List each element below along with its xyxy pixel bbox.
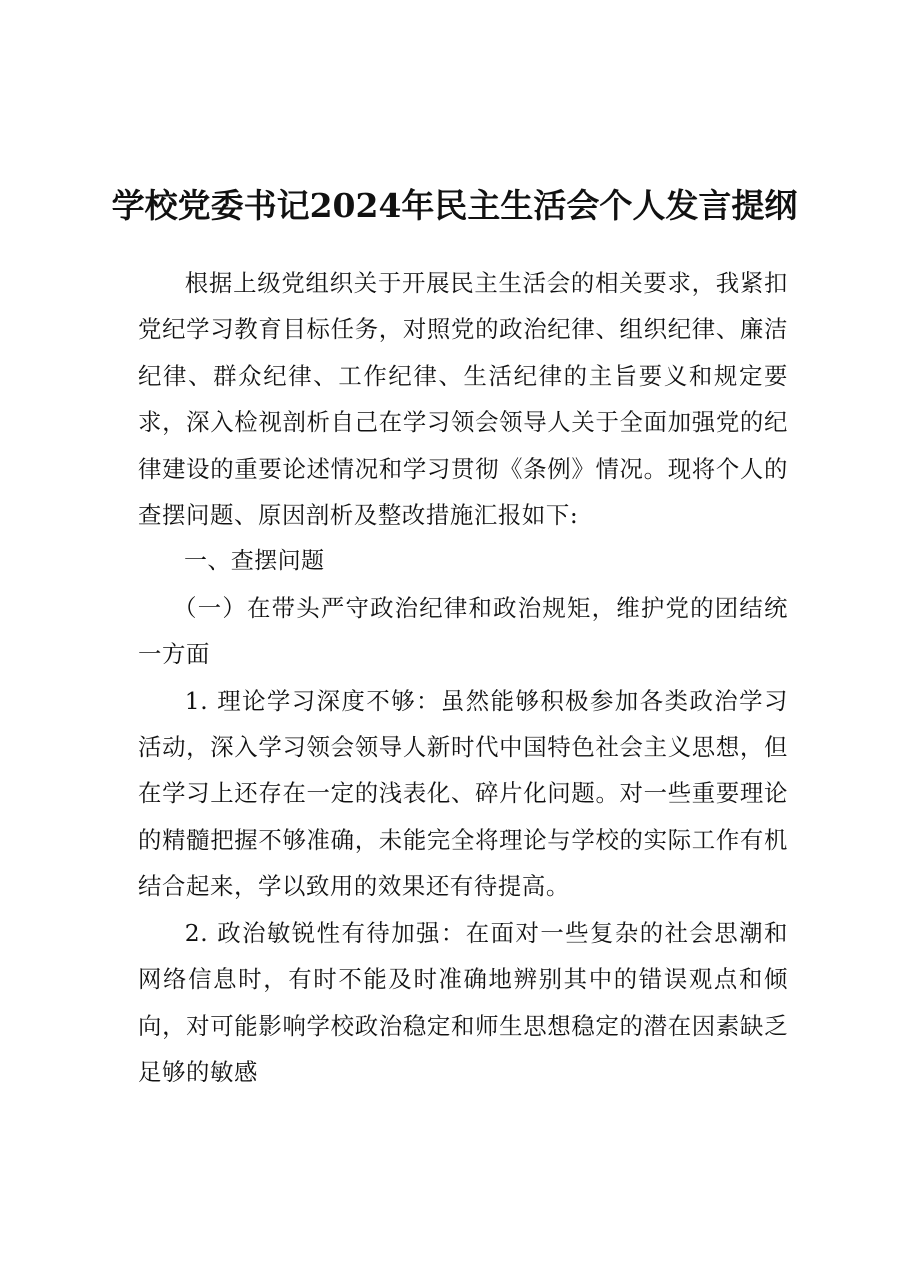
section-heading-problems: 一、查摆问题 [184,548,325,575]
item-paragraph-theory-study: 1. 理论学习深度不够：虽然能够积极参加各类政治学习活动，深入学习领会领导人新时代中国特色社会主义思想，但在学习上还存在一定的浅表化、碎片化问题。对一些重要理论的精髓把握不够准确，未能完全将理论与学校的实际工作有机结合起来，学以致用的效果还有待提高。 [138,686,788,901]
subsection-heading-political-discipline: （一）在带头严守政治纪律和政治规矩，维护党的团结统一方面 [138,593,788,669]
intro-paragraph: 根据上级党组织关于开展民主生活会的相关要求，我紧扣党纪学习教育目标任务，对照党的政治纪律、组织纪律、廉洁纪律、群众纪律、工作纪律、生活纪律的主旨要义和规定要求，深入检视剖析自己在学习领会领导人关于全面加强党的纪律建设的重要论述情况和学习贯彻《条例》情况。现将个人的查摆问题、原因剖析及整改措施汇报如下: [138,269,788,530]
document-body [138,260,788,1095]
document-title: 学校党委书记2024年民主生活会个人发言提纲 [111,186,798,225]
item-paragraph-political-sensitivity: 2. 政治敏锐性有待加强：在面对一些复杂的社会思潮和网络信息时，有时不能及时准确地辨别其中的错误观点和倾向，对可能影响学校政治稳定和师生思想稳定的潜在因素缺乏足够的敏感 [138,918,788,1086]
